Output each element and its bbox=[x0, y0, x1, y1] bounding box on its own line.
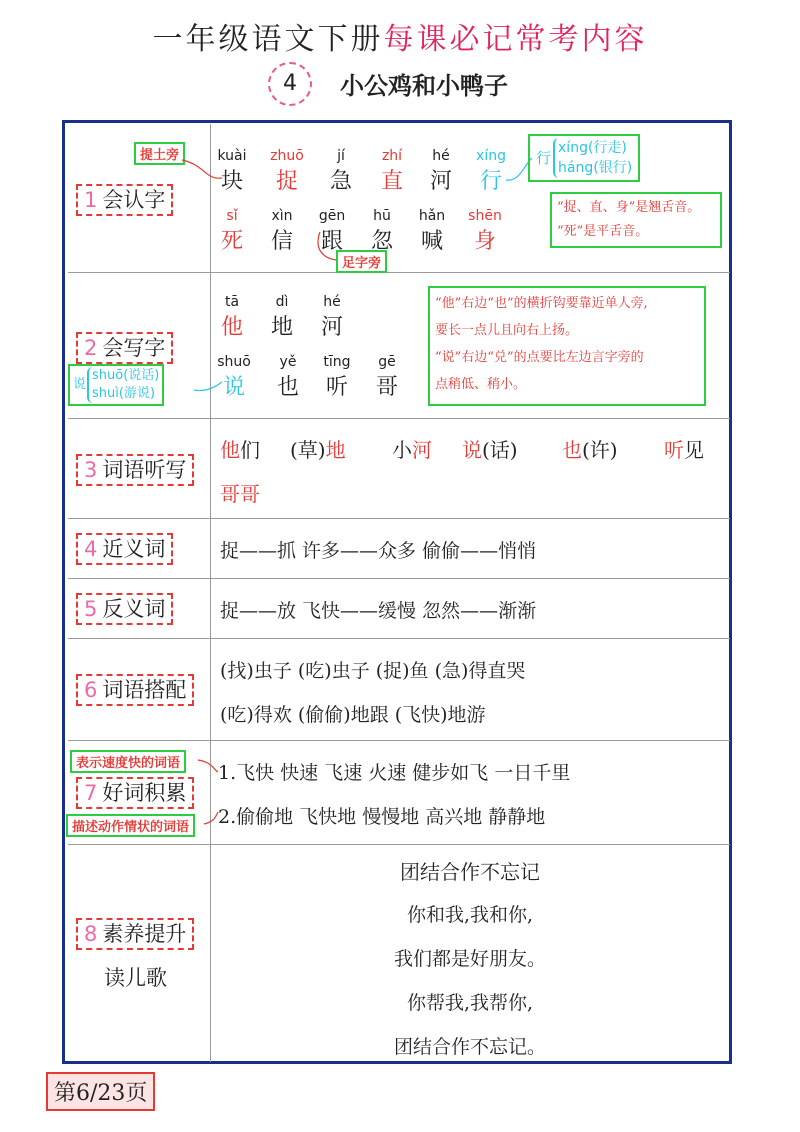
pinyin: tīng bbox=[323, 354, 351, 370]
tag-tu-radical: 提土旁 bbox=[134, 142, 185, 165]
note-writing-tips: “他”右边“也”的横折钩要靠近单人旁, 要长一点儿且向右上扬。 “说”右边“兑”的点要比左边言字旁的 点稍低、稍小。 bbox=[428, 286, 706, 406]
hanzi: 也 bbox=[276, 375, 299, 400]
pinyin: shuō bbox=[217, 354, 251, 370]
section-label-antonyms: 5 反义词 bbox=[76, 593, 173, 625]
pinyin: hé bbox=[432, 148, 450, 164]
hanzi: 说 bbox=[222, 375, 245, 400]
hanzi: 河 bbox=[429, 169, 452, 194]
collocation-line: (找)虫子 (吃)虫子 (捉)鱼 (急)得直哭 bbox=[220, 660, 526, 682]
poem-line: 你和我,我和你, bbox=[406, 904, 534, 926]
tag-zu-radical: 足字旁 bbox=[336, 250, 387, 273]
lesson-title: 小公鸡和小鸭子 bbox=[340, 72, 508, 100]
hanzi: 听 bbox=[325, 375, 348, 400]
polyphone-shuo-box: 说 shuō(说话) shuì(游说) bbox=[68, 364, 164, 406]
polyphone-xing-1: xíng(行走) bbox=[558, 140, 627, 156]
row-divider bbox=[68, 578, 730, 579]
pinyin: kuài bbox=[217, 148, 247, 164]
section-label-write: 2 会写字 bbox=[76, 332, 173, 364]
collocation-line: (吃)得欢 (偷偷)地跟 (飞快)地游 bbox=[220, 704, 486, 726]
row-divider bbox=[68, 844, 730, 845]
row-divider bbox=[68, 740, 730, 741]
good-words-line: 1.飞快 快速 飞速 火速 健步如飞 一日千里 bbox=[218, 762, 571, 784]
poem-line: 团结合作不忘记。 bbox=[393, 1036, 546, 1058]
title-black: 一年级语文下册 bbox=[152, 22, 384, 57]
hanzi: 死 bbox=[220, 229, 243, 254]
pinyin: hé bbox=[323, 294, 341, 310]
hanzi: 直 bbox=[380, 169, 403, 194]
pinyin: sǐ bbox=[226, 208, 238, 224]
poem-line: 我们都是好朋友。 bbox=[393, 948, 546, 970]
dictation-word: 他们 bbox=[220, 438, 260, 462]
hanzi: 行 bbox=[479, 169, 502, 194]
row-divider bbox=[68, 638, 730, 639]
pinyin: gē bbox=[378, 354, 396, 370]
dictation-word: 也(许) bbox=[562, 438, 618, 462]
pinyin: xìn bbox=[271, 208, 293, 224]
section-label-dictation: 3 词语听写 bbox=[76, 454, 194, 486]
hanzi: 哥 bbox=[375, 375, 398, 400]
dictation-word: 听见 bbox=[664, 438, 704, 462]
hanzi: 忽 bbox=[370, 229, 393, 254]
polyphone-xing-box: 行 xíng(行走) háng(银行) bbox=[528, 134, 640, 182]
pinyin: xíng bbox=[476, 148, 506, 164]
note-tongue-sounds: “捉、直、身”是翘舌音。 “死”是平舌音。 bbox=[550, 192, 722, 248]
hanzi: 他 bbox=[220, 315, 243, 340]
synonyms-text: 捉——抓 许多——众多 偷偷——悄悄 bbox=[220, 540, 537, 562]
row-divider bbox=[68, 418, 730, 419]
polyphone-xing-2: háng(银行) bbox=[558, 160, 633, 176]
page-indicator: 第6/23页 bbox=[46, 1072, 155, 1111]
pinyin: zhí bbox=[381, 148, 403, 164]
pinyin: jí bbox=[337, 148, 345, 164]
hanzi: 跟 bbox=[320, 229, 343, 254]
tag-manner-words: 描述动作情状的词语 bbox=[66, 814, 195, 837]
section-sub-nursery-rhyme: 读儿歌 bbox=[104, 966, 167, 990]
hanzi: 喊 bbox=[420, 229, 443, 254]
poem-line: 你帮我,我帮你, bbox=[406, 992, 534, 1014]
hanzi: 急 bbox=[329, 169, 352, 194]
dictation-word: 说(话) bbox=[462, 438, 518, 462]
pinyin: shēn bbox=[468, 208, 502, 224]
section-label-synonyms: 4 近义词 bbox=[76, 533, 173, 565]
hanzi: 河 bbox=[320, 315, 343, 340]
pinyin: hū bbox=[373, 208, 391, 224]
section-label-recognize: 1 会认字 bbox=[76, 184, 173, 216]
hanzi: 信 bbox=[270, 229, 293, 254]
page-title bbox=[0, 14, 800, 58]
polyphone-shuo-1: shuō(说话) bbox=[92, 368, 160, 383]
antonyms-text: 捉——放 飞快——缓慢 忽然——渐渐 bbox=[220, 600, 537, 622]
tag-speed-words: 表示速度快的词语 bbox=[70, 750, 186, 773]
pinyin: dì bbox=[275, 294, 289, 310]
dictation-word: (草)地 bbox=[290, 438, 346, 462]
link-arrow-good-words bbox=[0, 0, 1, 1]
good-words-line: 2.偷偷地 飞快地 慢慢地 高兴地 静静地 bbox=[218, 806, 546, 828]
section-label-literacy: 8 素养提升 bbox=[76, 918, 194, 950]
row-divider bbox=[68, 272, 730, 273]
pinyin: zhuō bbox=[270, 148, 304, 164]
dictation-word: 哥哥 bbox=[220, 482, 260, 506]
pinyin: yě bbox=[279, 354, 297, 370]
pinyin: hǎn bbox=[418, 208, 446, 224]
poem-title: 团结合作不忘记 bbox=[400, 860, 540, 884]
hanzi: 地 bbox=[270, 315, 293, 340]
dictation-word: 小河 bbox=[392, 438, 432, 462]
title-red: 每课必记常考内容 bbox=[383, 22, 648, 57]
hanzi: 块 bbox=[220, 169, 243, 194]
pinyin: tā bbox=[224, 294, 240, 310]
section-label-good-words: 7 好词积累 bbox=[76, 777, 194, 809]
lesson-number: 4 bbox=[268, 62, 312, 106]
row-divider bbox=[68, 518, 730, 519]
pinyin: gēn bbox=[318, 208, 346, 224]
polyphone-shuo-2: shuì(游说) bbox=[92, 386, 156, 401]
hanzi: 捉 bbox=[275, 169, 298, 194]
hanzi: 身 bbox=[473, 229, 496, 254]
section-label-collocation: 6 词语搭配 bbox=[76, 674, 194, 706]
